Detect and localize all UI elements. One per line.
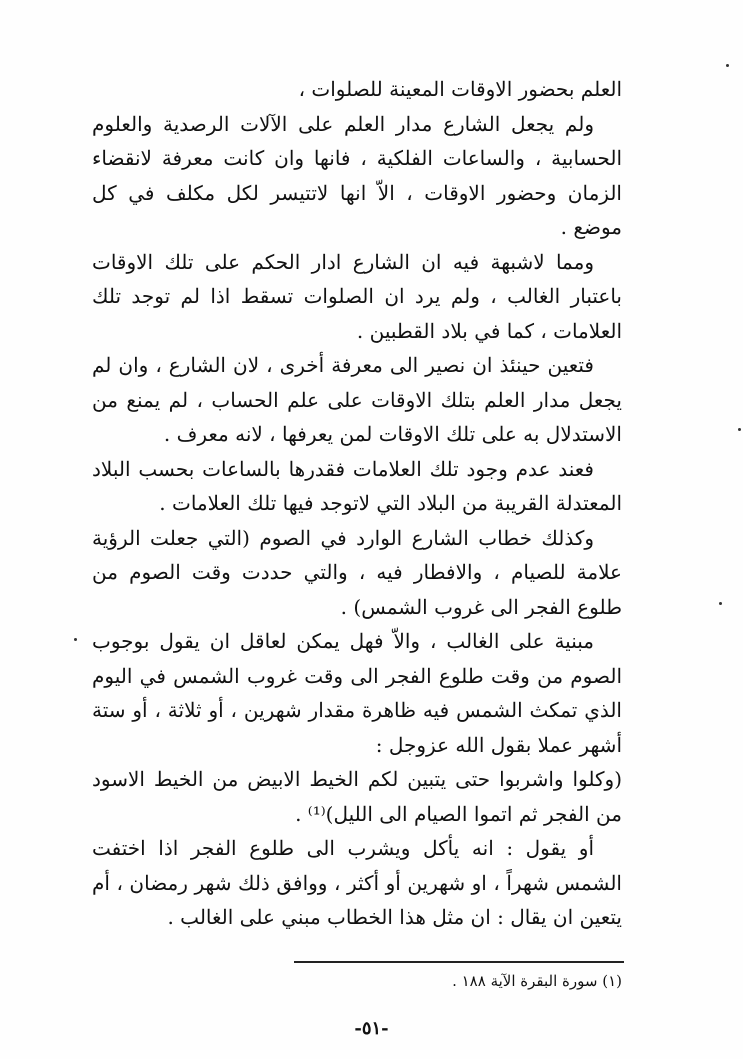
paragraph-3: ومما لاشبهة فيه ان الشارع ادار الحكم على تلك الاوقات باعتبار الغالب ، ولم يرد ان الصلوات تسقط اذا لم توجد تلك العلامات ، كما في بلاد القطبين . [92,249,622,343]
paragraph-9: أو يقول : انه يأكل ويشرب الى طلوع الفجر اذا اختفت الشمس شهراً ، او شهرين أو أكثر ، ووافق ذلك شهر رمضان ، أم يتعين ان يقال : ان مثل هذا الخطاب مبني على الغالب . [92,836,622,929]
body-text [92,72,622,935]
scan-speck [726,64,729,67]
paragraph-4: فتعين حينئذ ان نصير الى معرفة أخرى ، لان الشارع ، وان لم يجعل مدار العلم بتلك الاوقات على علم الحساب ، لم يمنع من الاستدلال به على تلك الاوقات لمن يعرفها ، لانه معرف . [92,353,622,446]
quran-quote-paragraph: (وكلوا واشربوا حتى يتبين لكم الخيط الابيض من الخيط الاسود من الفجر ثم اتموا الصيام الى الليل)⁽¹⁾ . [92,767,622,826]
scan-speck [738,428,741,431]
footnote: (١) سورة البقرة الآية ١٨٨ . [452,972,622,990]
scan-speck [719,602,722,605]
footnote-divider [294,961,624,963]
scan-speck [74,638,77,641]
page-number: -٥١- [354,1018,389,1039]
paragraph-5: فعند عدم وجود تلك العلامات فقدرها بالساعات بحسب البلاد المعتدلة القريبة من البلاد التي لاتوجد فيها تلك العلامات . [92,456,622,515]
paragraph-2: ولم يجعل الشارع مدار العلم على الآلات الرصدية والعلوم الحسابية ، والساعات الفلكية ، فانها وان كانت معرفة لانقضاء الزمان وحضور الاوقات ، الاّ انها لاتتيسر لكل مكلف في كل موضع . [92,111,622,239]
paragraph-1: العلم بحضور الاوقات المعينة للصلوات ، [298,77,622,101]
paragraph-7: مبنية على الغالب ، والاّ فهل يمكن لعاقل ان يقول بوجوب الصوم من وقت طلوع الفجر الى وقت غروب الشمس في اليوم الذي تمكث الشمس فيه ظاهرة مقدار شهرين ، أو ثلاثة ، أو ستة أشهر عملا بقول الله عزوجل : [92,629,622,757]
paragraph-6: وكذلك خطاب الشارع الوارد في الصوم (التي جعلت الرؤية علامة للصيام ، والافطار فيه ، والتي حددت وقت الصوم من طلوع الفجر الى غروب الشمس) . [92,525,622,619]
